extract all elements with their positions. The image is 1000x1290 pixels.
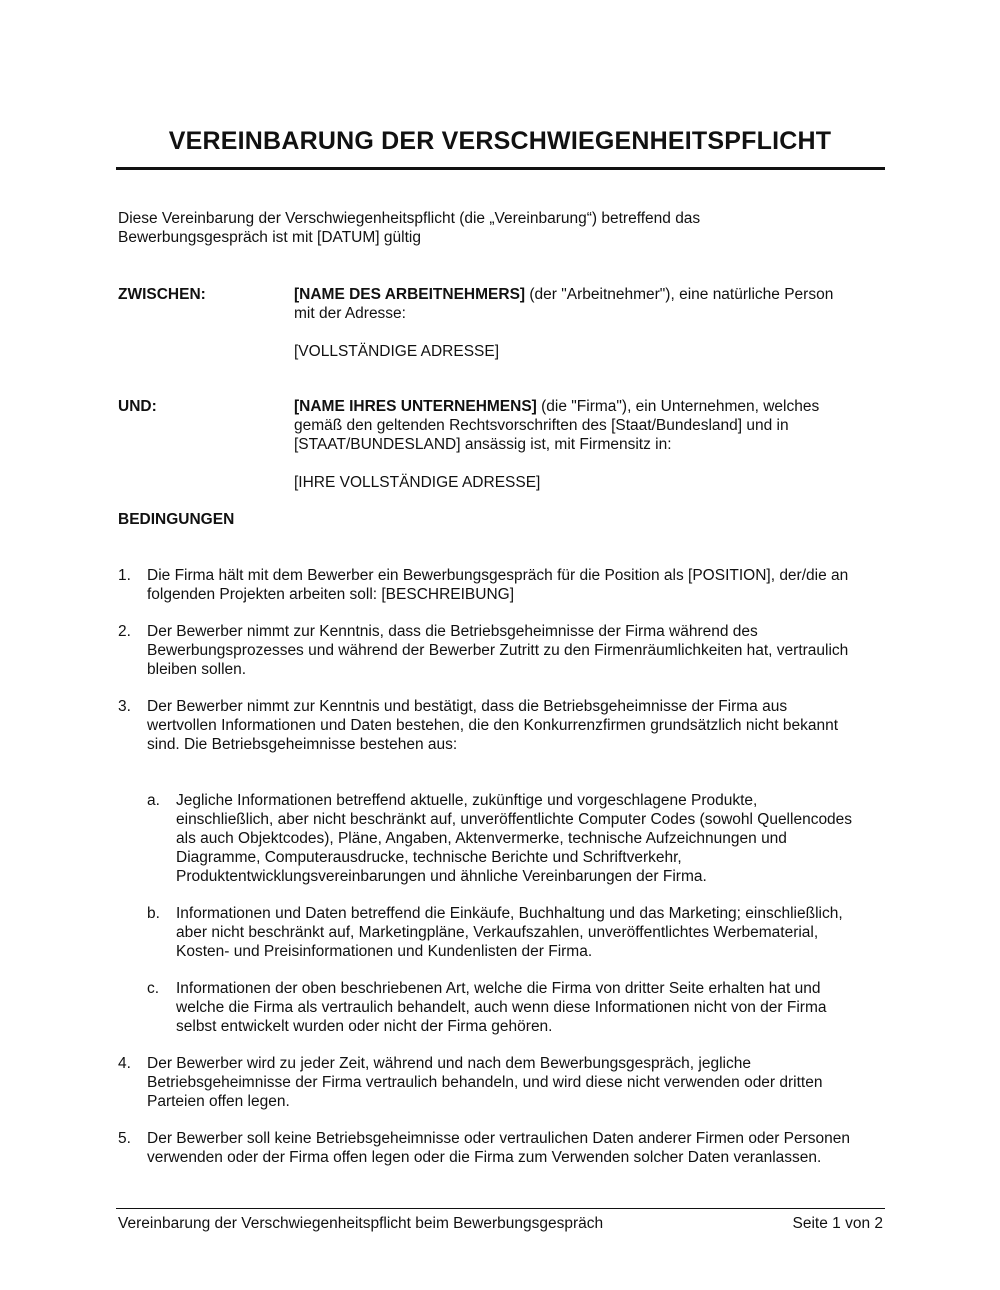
item-2-line-3: bleiben sollen.: [147, 661, 247, 678]
subitem-b-line-3: Kosten- und Preisinformationen und Kundenlisten der Firma.: [176, 943, 593, 960]
subitem-a-line-3: als auch Objektcodes), Pläne, Angaben, Aktenvermerke, technische Aufzeichnungen und: [176, 830, 787, 847]
party-label-und: UND:: [118, 398, 157, 415]
subitem-a-line-1: Jegliche Informationen betreffend aktuelle, zukünftige und vorgeschlagene Produkte,: [176, 792, 758, 809]
party-label-zwischen: ZWISCHEN:: [118, 286, 206, 303]
footer-page-number: Seite 1 von 2: [792, 1215, 883, 1232]
employee-address: [VOLLSTÄNDIGE ADRESSE]: [294, 343, 500, 360]
item-3-line-3: sind. Die Betriebsgeheimnisse bestehen aus:: [147, 736, 458, 753]
item-4-line-3: Parteien offen legen.: [147, 1093, 290, 1110]
party-company-line-2: gemäß den geltenden Rechtsvorschriften des [Staat/Bundesland] und in: [294, 417, 789, 434]
subitem-b-line-1: Informationen und Daten betreffend die Einkäufe, Buchhaltung und das Marketing; einschließlich,: [176, 905, 843, 922]
subitem-a-line-4: Diagramme, Computerausdrucke, technische Berichte und Schriftverkehr,: [176, 849, 682, 866]
party-company-line-1: [294, 397, 884, 416]
company-name-placeholder: [NAME IHRES UNTERNEHMENS]: [294, 398, 537, 415]
item-5-line-1: Der Bewerber soll keine Betriebsgeheimnisse oder vertraulichen Daten anderer Firmen oder Personen: [147, 1130, 851, 1147]
intro-line-1: Diese Vereinbarung der Verschwiegenheitspflicht (die „Vereinbarung“) betreffend das: [118, 210, 701, 227]
document-title: VEREINBARUNG DER VERSCHWIEGENHEITSPFLICHT: [168, 127, 832, 155]
subitem-a-line-2: einschließlich, aber nicht beschränkt auf, unveröffentlichte Computer Codes (sowohl Quellencodes: [176, 811, 853, 828]
subitem-letter: c.: [147, 980, 160, 997]
party-employee-line-1: [294, 285, 884, 304]
item-2-line-2: Bewerbungsprozesses und während der Bewerber Zutritt zu den Firmenräumlichkeiten hat, vertraulich: [147, 642, 849, 659]
item-4-line-1: Der Bewerber wird zu jeder Zeit, während und nach dem Bewerbungsgespräch, jegliche: [147, 1055, 751, 1072]
conditions-heading: BEDINGUNGEN: [118, 511, 235, 528]
employee-name-placeholder: [NAME DES ARBEITNEHMERS]: [294, 286, 526, 303]
item-number: 4.: [118, 1055, 131, 1072]
item-4-line-2: Betriebsgeheimnisse der Firma vertraulich behandeln, und wird diese nicht verwenden oder dritten: [147, 1074, 823, 1091]
company-line-1-rest: (die "Firma"), ein Unternehmen, welches: [536, 398, 820, 415]
footer-document-name: Vereinbarung der Verschwiegenheitspflicht beim Bewerbungsgespräch: [118, 1215, 604, 1232]
item-number: 3.: [118, 698, 131, 715]
subitem-c-line-3: selbst entwickelt wurden oder nicht der Firma gehören.: [176, 1018, 553, 1035]
item-number: 5.: [118, 1130, 131, 1147]
item-3-line-1: Der Bewerber nimmt zur Kenntnis und bestätigt, dass die Betriebsgeheimnisse der Firma aus: [147, 698, 788, 715]
subitem-b-line-2: aber nicht beschränkt auf, Marketingpläne, Verkaufszahlen, unveröffentlichtes Werbematerial,: [176, 924, 819, 941]
item-1-line-1: Die Firma hält mit dem Bewerber ein Bewerbungsgespräch für die Position als [POSITION], der/die an: [147, 567, 849, 584]
item-number: 2.: [118, 623, 131, 640]
item-2-line-1: Der Bewerber nimmt zur Kenntnis, dass die Betriebsgeheimnisse der Firma während des: [147, 623, 758, 640]
subitem-letter: b.: [147, 905, 160, 922]
subitem-a-line-5: Produktentwicklungsvereinbarungen und ähnliche Vereinbarungen der Firma.: [176, 868, 707, 885]
item-number: 1.: [118, 567, 131, 584]
employee-line-1-rest: (der "Arbeitnehmer"), eine natürliche Person: [525, 286, 834, 303]
company-address: [IHRE VOLLSTÄNDIGE ADRESSE]: [294, 474, 541, 491]
subitem-c-line-1: Informationen der oben beschriebenen Art, welche die Firma von dritter Seite erhalten hat und: [176, 980, 821, 997]
party-company-line-3: [STAAT/BUNDESLAND] ansässig ist, mit Firmensitz in:: [294, 436, 672, 453]
subitem-letter: a.: [147, 792, 160, 809]
party-employee-line-2: mit der Adresse:: [294, 305, 406, 322]
item-1-line-2: folgenden Projekten arbeiten soll: [BESCHREIBUNG]: [147, 586, 515, 603]
footer-divider: [116, 1208, 885, 1209]
item-5-line-2: verwenden oder der Firma offen legen oder die Firma zum Verwenden solcher Daten veranlassen.: [147, 1149, 822, 1166]
title-divider: [116, 167, 885, 170]
item-3-line-2: wertvollen Informationen und Daten bestehen, die den Konkurrenzfirmen grundsätzlich nicht bekannt: [147, 717, 839, 734]
subitem-c-line-2: welche die Firma als vertraulich behandelt, auch wenn diese Informationen nicht von der Firma: [176, 999, 827, 1016]
intro-line-2: Bewerbungsgespräch ist mit [DATUM] gültig: [118, 229, 421, 246]
